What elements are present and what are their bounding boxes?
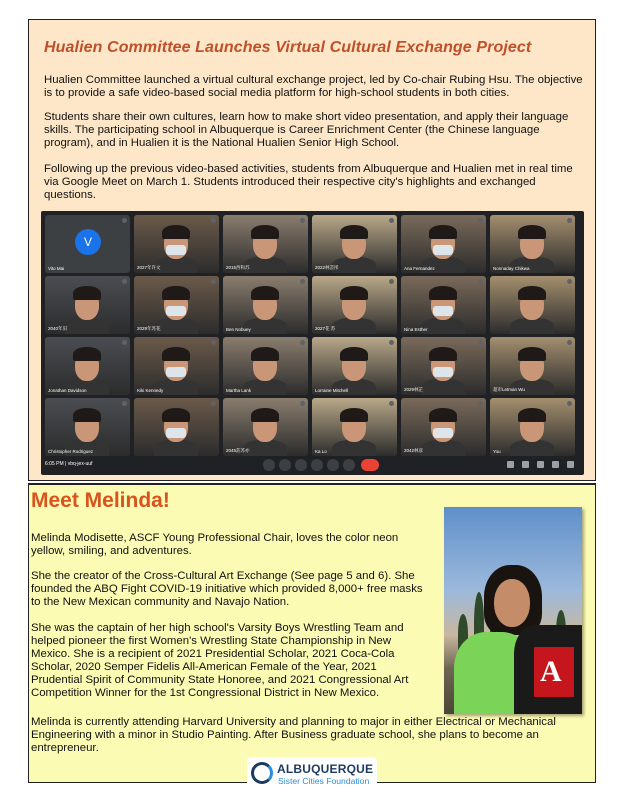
participant-name: 2015西和苏 <box>226 265 250 270</box>
muted-mic-icon <box>211 340 216 345</box>
participant-tile <box>223 398 308 456</box>
foundation-logo <box>247 757 377 791</box>
participant-tile <box>490 398 575 456</box>
participant-tile <box>312 398 397 456</box>
feature-paragraph-2: She the creator of the Cross-Cultural Art Exchange (See page 5 and 6). She founded the ABQ Fight COVID-19 initiative which provided 8,000+ free masks to the New Mexican community and Navajo Nation. <box>31 570 423 608</box>
participant-name: 2040年旧 <box>48 326 68 331</box>
participant-tile <box>312 215 397 273</box>
camera-icon <box>279 459 291 471</box>
participant-tile <box>45 398 130 456</box>
muted-mic-icon <box>389 340 394 345</box>
participant-tile <box>45 276 130 334</box>
lock-icon <box>567 461 574 468</box>
participant-name: Nonnaday Chikwa <box>493 266 530 271</box>
muted-mic-icon <box>567 218 572 223</box>
melinda-photo <box>444 507 582 714</box>
participant-tile <box>45 337 130 395</box>
mic-icon <box>263 459 275 471</box>
video-meeting-screenshot <box>41 211 584 475</box>
feature-paragraph-1: Melinda Modisette, ASCF Young Professional Chair, loves the color neon yellow, smiling, and adventures. <box>31 532 399 557</box>
muted-mic-icon <box>122 218 127 223</box>
feature-paragraph-3: She was the captain of her high school's Varsity Boys Wrestling Team and helped pioneer the first Women's Wrestling State Championship in New Mexico. She is a recipient of 2021 Presidential Scholar, 2021 Coca-Cola Scholar, 2020 Semper Fidelis All-American Female of the Year, 2021 Prudential Spirit of Community State Honoree, and 2021 Congressional Art Competition Winner for the 1st Congressional District in New Mexico. <box>31 622 409 699</box>
feature-paragraph-4: Melinda is currently attending Harvard University and planning to major in either Electrical or Mechanical Engineering with a minor in Studio Painting. After Business graduate school, she plans to become an entrepreneur. <box>31 716 556 754</box>
globe-icon <box>251 762 273 784</box>
meeting-time: 6:05 PM | vbq-jex-uuf <box>45 461 93 467</box>
participant-name: Lorraine Mitchell <box>315 388 349 393</box>
jacket-letter: A <box>540 655 562 688</box>
participant-tile <box>223 215 308 273</box>
muted-mic-icon <box>389 401 394 406</box>
participant-tile <box>45 215 130 273</box>
participant-tile <box>223 276 308 334</box>
more-icon <box>343 459 355 471</box>
participant-tile <box>134 337 219 395</box>
participant-name: 2022林芸彤 <box>315 265 339 270</box>
participant-name: 2045莊苏亦 <box>226 448 250 453</box>
article-paragraph-2: Students share their own cultures, learn how to make short video presentation, and apply their language skills. The participating school in Albuquerque is Career Enrichment Center (the Chinese language program), and in Hualien it is the National Hualien Senior High School. <box>44 111 569 149</box>
participant-tile <box>134 398 219 456</box>
muted-mic-icon <box>300 218 305 223</box>
muted-mic-icon <box>211 401 216 406</box>
activities-icon <box>552 461 559 468</box>
muted-mic-icon <box>478 218 483 223</box>
participant-tile <box>490 276 575 334</box>
muted-mic-icon <box>567 340 572 345</box>
muted-mic-icon <box>300 340 305 345</box>
muted-mic-icon <box>478 401 483 406</box>
participant-name: Ana Fernandez <box>404 266 435 271</box>
participant-name: Ben Nobuey <box>226 327 251 332</box>
participant-name: Vito Mai <box>48 266 65 271</box>
participant-tile <box>490 337 575 395</box>
muted-mic-icon <box>478 340 483 345</box>
participant-avatar: V <box>75 229 101 255</box>
participant-tile <box>490 215 575 273</box>
participant-name: 2027年许文 <box>137 265 161 270</box>
participant-name: 2029林芷 <box>404 387 424 392</box>
muted-mic-icon <box>300 279 305 284</box>
feature-panel <box>28 483 596 783</box>
participant-name: 2029年苏花 <box>137 326 161 331</box>
participant-name: Nina Esther <box>404 327 428 332</box>
muted-mic-icon <box>211 279 216 284</box>
muted-mic-icon <box>122 401 127 406</box>
end-call-icon <box>361 459 379 471</box>
people-icon <box>522 461 529 468</box>
participant-tile <box>134 276 219 334</box>
article-paragraph-3: Following up the previous video-based activities, students from Albuquerque and Hualien met in real time via Google Meet on March 1. Students introduced their respective city's highlights and exchanged questions. <box>44 163 573 201</box>
present-icon <box>327 459 339 471</box>
participant-tile <box>223 337 308 395</box>
muted-mic-icon <box>567 401 572 406</box>
info-icon <box>507 461 514 468</box>
participant-tile <box>401 337 486 395</box>
participant-tile <box>401 215 486 273</box>
logo-name: ALBUQUERQUE <box>277 762 374 776</box>
muted-mic-icon <box>122 279 127 284</box>
muted-mic-icon <box>478 279 483 284</box>
participant-name: Kiki Kennedy <box>137 388 164 393</box>
participant-tile <box>312 276 397 334</box>
captions-icon <box>295 459 307 471</box>
participant-name: 2042林彦 <box>404 448 424 453</box>
participant-name: 超市Letman Wu <box>493 387 525 392</box>
feature-heading: Meet Melinda! <box>31 489 170 512</box>
muted-mic-icon <box>567 279 572 284</box>
muted-mic-icon <box>122 340 127 345</box>
participant-name: Christopher Rodriguez <box>48 449 94 454</box>
participant-tile <box>401 398 486 456</box>
article-title: Hualien Committee Launches Virtual Cultural Exchange Project <box>44 39 532 56</box>
article-panel <box>28 19 596 481</box>
muted-mic-icon <box>389 279 394 284</box>
participant-tile <box>312 337 397 395</box>
participant-name: Martha Lank <box>226 388 252 393</box>
participant-name: Ka Lo <box>315 449 327 454</box>
muted-mic-icon <box>389 218 394 223</box>
participant-tile <box>134 215 219 273</box>
chat-icon <box>537 461 544 468</box>
participant-name: 2027花 苏 <box>315 326 336 331</box>
muted-mic-icon <box>211 218 216 223</box>
participant-tile <box>401 276 486 334</box>
muted-mic-icon <box>300 401 305 406</box>
meeting-toolbar <box>41 455 584 475</box>
article-paragraph-1: Hualien Committee launched a virtual cultural exchange project, led by Co-chair Rubing Hsu. The objective is to provide a safe video-based social media platform for high-school students in both cities. <box>44 74 583 99</box>
logo-subtitle: Sister Cities Foundation <box>278 776 370 786</box>
participant-name: You <box>493 449 501 454</box>
hand-icon <box>311 459 323 471</box>
participant-name: Jonathan Davidson <box>48 388 87 393</box>
